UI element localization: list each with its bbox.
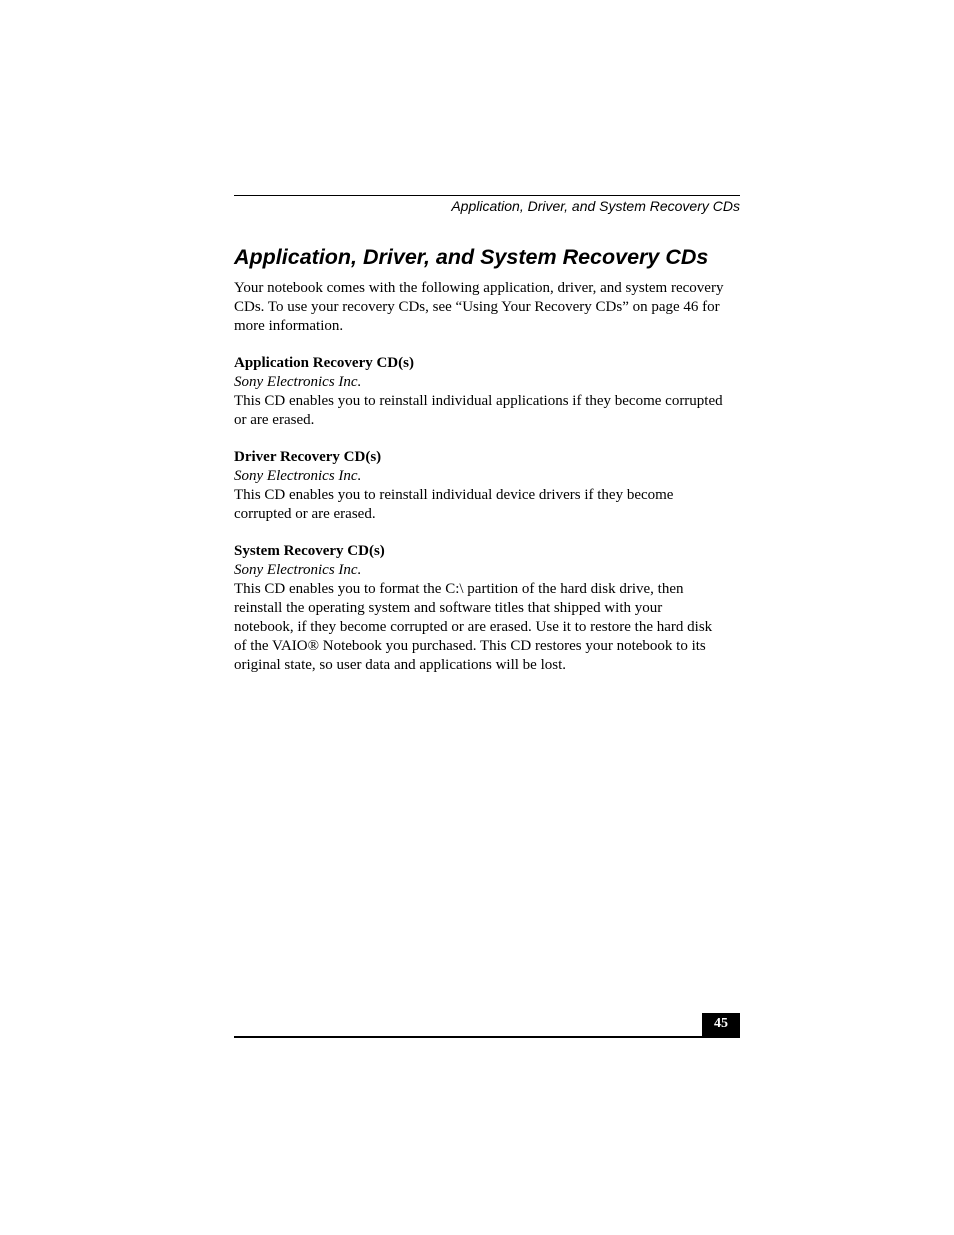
footer-rule <box>234 1036 740 1038</box>
section-heading: System Recovery CD(s) <box>234 543 385 559</box>
section-application-recovery <box>234 354 744 430</box>
header-rule <box>234 195 740 196</box>
section-system-recovery <box>234 542 744 675</box>
section-description <box>234 392 744 430</box>
vendor-name: Sony Electronics Inc. <box>234 468 362 484</box>
description-line: original state, so user data and applications will be lost. <box>234 657 567 673</box>
description-line: or are erased. <box>234 412 315 428</box>
intro-line: Your notebook comes with the following application, driver, and system recovery <box>234 280 724 296</box>
section-heading: Driver Recovery CD(s) <box>234 449 382 465</box>
section-heading: Application Recovery CD(s) <box>234 355 414 371</box>
vendor-name: Sony Electronics Inc. <box>234 562 362 578</box>
description-line: notebook, if they become corrupted or are erased. Use it to restore the hard disk <box>234 619 713 635</box>
running-header: Application, Driver, and System Recovery CDs <box>451 198 740 214</box>
description-line: This CD enables you to reinstall individual device drivers if they become <box>234 487 674 503</box>
page-body <box>234 279 744 693</box>
vendor-name: Sony Electronics Inc. <box>234 374 362 390</box>
description-line: reinstall the operating system and software titles that shipped with your <box>234 600 663 616</box>
page-number: 45 <box>702 1013 740 1037</box>
intro-line: more information. <box>234 318 344 334</box>
page-title: Application, Driver, and System Recovery CDs <box>234 245 709 269</box>
section-description <box>234 580 744 675</box>
description-line: This CD enables you to reinstall individual applications if they become corrupted <box>234 393 723 409</box>
intro-line: CDs. To use your recovery CDs, see “Using Your Recovery CDs” on page 46 for <box>234 299 720 315</box>
section-description <box>234 486 744 524</box>
section-driver-recovery <box>234 448 744 524</box>
description-line: of the VAIO® Notebook you purchased. This CD restores your notebook to its <box>234 638 706 654</box>
description-line: This CD enables you to format the C:\ partition of the hard disk drive, then <box>234 581 684 597</box>
description-line: corrupted or are erased. <box>234 506 376 522</box>
intro-paragraph <box>234 279 744 336</box>
